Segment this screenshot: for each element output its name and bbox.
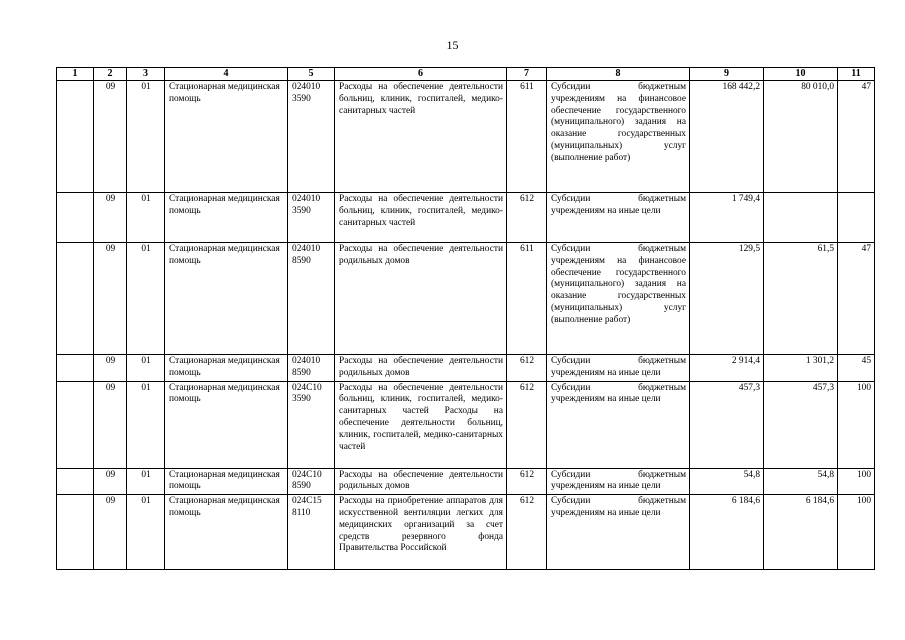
cell-target-name: Расходы на обеспечение деятельности больниц, клиник, госпиталей, медико-санитарных частей <box>335 193 507 243</box>
cell-section-name: Стационарная медицинская помощь <box>165 381 288 468</box>
cell-subsection: 01 <box>127 495 165 570</box>
cell-col1 <box>57 381 94 468</box>
cell-planned-amount: 1 749,4 <box>690 193 764 243</box>
column-header: 5 <box>288 68 335 81</box>
header-row <box>57 68 875 81</box>
cell-section-name: Стационарная медицинская помощь <box>165 193 288 243</box>
table-row <box>57 468 875 495</box>
cell-percent: 100 <box>838 495 875 570</box>
column-header: 4 <box>165 68 288 81</box>
cell-percent: 47 <box>838 81 875 193</box>
cell-percent <box>838 193 875 243</box>
cell-expense-code: 611 <box>507 81 547 193</box>
cell-section: 09 <box>94 193 127 243</box>
cell-col1 <box>57 468 94 495</box>
cell-section: 09 <box>94 381 127 468</box>
cell-section-name: Стационарная медицинская помощь <box>165 495 288 570</box>
cell-target-name: Расходы на обеспечение деятельности больниц, клиник, госпиталей, медико-санитарных частей <box>335 81 507 193</box>
cell-section: 09 <box>94 243 127 355</box>
cell-section-name: Стационарная медицинская помощь <box>165 355 288 382</box>
table-row <box>57 495 875 570</box>
cell-target-name: Расходы на обеспечение деятельности родильных домов <box>335 468 507 495</box>
cell-planned-amount: 168 442,2 <box>690 81 764 193</box>
column-header: 11 <box>838 68 875 81</box>
cell-subsection: 01 <box>127 243 165 355</box>
cell-section-name: Стационарная медицинская помощь <box>165 243 288 355</box>
cell-expense-code: 612 <box>507 381 547 468</box>
cell-expense-name: Субсидии бюджетным учреждениям на иные цели <box>547 495 690 570</box>
cell-actual-amount: 457,3 <box>764 381 838 468</box>
cell-col1 <box>57 243 94 355</box>
cell-section-name: Стационарная медицинская помощь <box>165 81 288 193</box>
cell-actual-amount: 80 010,0 <box>764 81 838 193</box>
cell-col1 <box>57 495 94 570</box>
cell-actual-amount: 1 301,2 <box>764 355 838 382</box>
cell-target-code: 024С10 3590 <box>288 381 335 468</box>
cell-actual-amount <box>764 193 838 243</box>
column-header: 10 <box>764 68 838 81</box>
cell-subsection: 01 <box>127 355 165 382</box>
cell-expense-code: 612 <box>507 355 547 382</box>
cell-expense-name: Субсидии бюджетным учреждениям на финансовое обеспечение государственного (муниципального) задания на оказание государственных (муниципальных) услуг (выполнение работ) <box>547 81 690 193</box>
cell-section: 09 <box>94 81 127 193</box>
budget-table <box>56 67 875 570</box>
cell-section: 09 <box>94 355 127 382</box>
cell-target-code: 024С10 8590 <box>288 468 335 495</box>
cell-expense-name: Субсидии бюджетным учреждениям на финансовое обеспечение государственного (муниципального) задания на оказание государственных (муниципальных) услуг (выполнение работ) <box>547 243 690 355</box>
cell-expense-name: Субсидии бюджетным учреждениям на иные цели <box>547 355 690 382</box>
column-header: 6 <box>335 68 507 81</box>
cell-planned-amount: 6 184,6 <box>690 495 764 570</box>
column-header: 1 <box>57 68 94 81</box>
cell-section: 09 <box>94 468 127 495</box>
cell-subsection: 01 <box>127 381 165 468</box>
cell-percent: 100 <box>838 381 875 468</box>
cell-expense-code: 611 <box>507 243 547 355</box>
column-header: 9 <box>690 68 764 81</box>
column-header: 3 <box>127 68 165 81</box>
cell-expense-code: 612 <box>507 193 547 243</box>
column-header: 2 <box>94 68 127 81</box>
table-row <box>57 381 875 468</box>
cell-target-code: 024010 8590 <box>288 243 335 355</box>
cell-target-name: Расходы на обеспечение деятельности родильных домов <box>335 355 507 382</box>
cell-expense-name: Субсидии бюджетным учреждениям на иные цели <box>547 193 690 243</box>
cell-expense-code: 612 <box>507 468 547 495</box>
cell-subsection: 01 <box>127 468 165 495</box>
cell-col1 <box>57 355 94 382</box>
cell-subsection: 01 <box>127 81 165 193</box>
cell-target-name: Расходы на обеспечение деятельности родильных домов <box>335 243 507 355</box>
cell-target-code: 024010 3590 <box>288 81 335 193</box>
cell-expense-name: Субсидии бюджетным учреждениям на иные цели <box>547 468 690 495</box>
cell-actual-amount: 54,8 <box>764 468 838 495</box>
cell-section-name: Стационарная медицинская помощь <box>165 468 288 495</box>
cell-actual-amount: 6 184,6 <box>764 495 838 570</box>
table-row <box>57 193 875 243</box>
cell-planned-amount: 129,5 <box>690 243 764 355</box>
cell-target-code: 024010 8590 <box>288 355 335 382</box>
cell-percent: 45 <box>838 355 875 382</box>
cell-expense-name: Субсидии бюджетным учреждениям на иные цели <box>547 381 690 468</box>
table-row <box>57 243 875 355</box>
cell-section: 09 <box>94 495 127 570</box>
cell-planned-amount: 2 914,4 <box>690 355 764 382</box>
page-number: 15 <box>446 38 459 52</box>
cell-col1 <box>57 193 94 243</box>
cell-target-name: Расходы на приобретение аппаратов для искусственной вентиляции легких для медицинских организаций за счет средств резервного фонда Правительства Российской <box>335 495 507 570</box>
cell-expense-code: 612 <box>507 495 547 570</box>
table-row <box>57 355 875 382</box>
cell-planned-amount: 457,3 <box>690 381 764 468</box>
cell-percent: 47 <box>838 243 875 355</box>
cell-percent: 100 <box>838 468 875 495</box>
column-header: 8 <box>547 68 690 81</box>
cell-target-name: Расходы на обеспечение деятельности больниц, клиник, госпиталей, медико-санитарных частей Расходы на обеспечение деятельности больниц, клиник, госпиталей, медико-санитарных частей <box>335 381 507 468</box>
cell-planned-amount: 54,8 <box>690 468 764 495</box>
column-header: 7 <box>507 68 547 81</box>
cell-target-code: 024010 3590 <box>288 193 335 243</box>
cell-subsection: 01 <box>127 193 165 243</box>
cell-actual-amount: 61,5 <box>764 243 838 355</box>
cell-col1 <box>57 81 94 193</box>
cell-target-code: 024С15 8110 <box>288 495 335 570</box>
table-row <box>57 81 875 193</box>
